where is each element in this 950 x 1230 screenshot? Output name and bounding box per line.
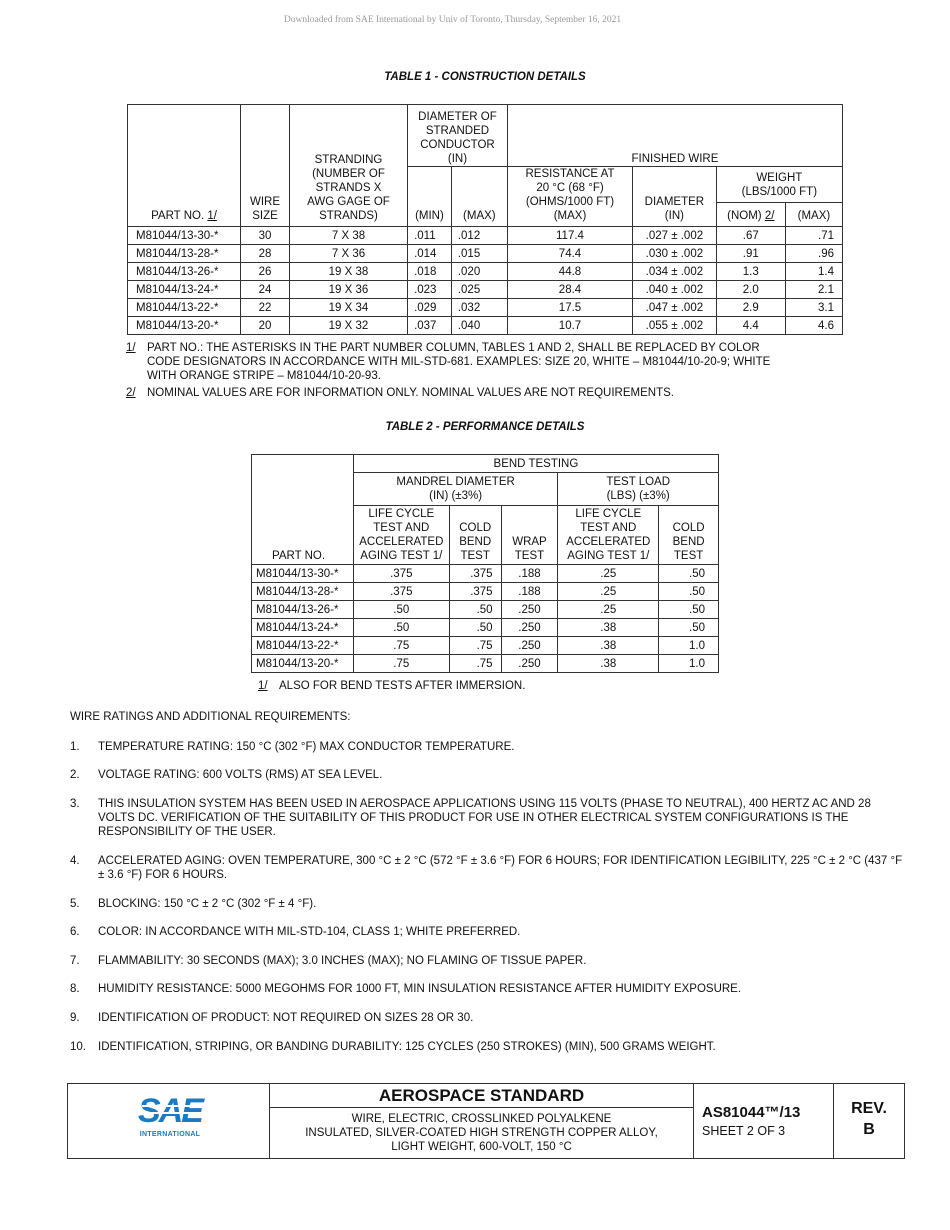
table-cell: 1.0	[659, 637, 719, 655]
table-cell: 4.6	[785, 317, 842, 335]
table-cell: .50	[353, 601, 449, 619]
svg-text:INTERNATIONAL: INTERNATIONAL	[139, 1131, 201, 1138]
table-cell: .027 ± .002	[633, 227, 717, 245]
table-cell: 19 X 32	[289, 317, 407, 335]
requirement-text: THIS INSULATION SYSTEM HAS BEEN USED IN AEROSPACE APPLICATIONS USING 115 VOLTS (PHASE TO NEUTRAL), 400 HERTZ AC AND 28 VOLTS DC. VERIFICATION OF THE SUITABILITY OF THIS PRODUCT FOR USE IN OTHER ELECTRICAL SYSTEM CONFIGURATIONS IS THE RESPONSIBILITY OF THE USER.	[98, 798, 871, 838]
table-row	[128, 245, 843, 263]
table-cell: 22	[241, 299, 290, 317]
sae-logo-icon	[136, 1094, 206, 1140]
table-cell: .96	[785, 245, 842, 263]
table-cell: .011	[408, 227, 452, 245]
table-row	[128, 227, 843, 245]
table-cell: 28	[241, 245, 290, 263]
table-row	[252, 565, 719, 583]
table-cell: .50	[659, 619, 719, 637]
table-cell: .055 ± .002	[633, 317, 717, 335]
document-cell	[694, 1084, 834, 1158]
requirement-number: 7.	[70, 955, 80, 967]
document-number: AS81044™/13	[702, 1104, 801, 1121]
table-cell: M81044/13-24-*	[252, 619, 354, 637]
table-cell: .018	[408, 263, 452, 281]
table-cell: 19 X 34	[289, 299, 407, 317]
table-cell: 24	[241, 281, 290, 299]
th-weight-max: (MAX)	[785, 203, 842, 227]
logo-cell	[68, 1084, 270, 1158]
table-cell: .75	[353, 655, 449, 673]
table-cell: .50	[659, 565, 719, 583]
th2-wrap: WRAP TEST	[501, 506, 558, 565]
table-cell: .012	[451, 227, 507, 245]
table-cell: 20	[241, 317, 290, 335]
table-cell: 4.4	[716, 317, 785, 335]
requirement-number: 2.	[70, 769, 80, 781]
sheet-number: SHEET 2 OF 3	[702, 1124, 786, 1138]
th-weight: WEIGHT (LBS/1000 FT)	[716, 167, 842, 203]
th2-bend-testing: BEND TESTING	[353, 455, 718, 473]
title-block	[67, 1083, 905, 1159]
table-cell: .040 ± .002	[633, 281, 717, 299]
table-cell: .014	[408, 245, 452, 263]
revision-label: REV.	[851, 1100, 887, 1117]
table-cell: M81044/13-20-*	[252, 655, 354, 673]
table-cell: 19 X 36	[289, 281, 407, 299]
table-cell: .50	[353, 619, 449, 637]
table-row	[128, 281, 843, 299]
table-cell: .032	[451, 299, 507, 317]
table-cell: M81044/13-20-*	[128, 317, 241, 335]
construction-table	[127, 104, 843, 335]
table-cell: M81044/13-30-*	[128, 227, 241, 245]
requirement-text: BLOCKING: 150 °C ± 2 °C (302 °F ± 4 °F).	[98, 898, 317, 910]
requirement-text: IDENTIFICATION, STRIPING, OR BANDING DURABILITY: 125 CYCLES (250 STROKES) (MIN), 500 GRAMS WEIGHT.	[98, 1041, 716, 1053]
th2-mandrel: MANDREL DIAMETER (IN) (±3%)	[353, 473, 558, 506]
requirement-text: TEMPERATURE RATING: 150 °C (302 °F) MAX CONDUCTOR TEMPERATURE.	[98, 741, 515, 753]
requirement-number: 4.	[70, 855, 80, 867]
table-row	[128, 299, 843, 317]
table-cell: .75	[449, 637, 501, 655]
table-cell: .38	[558, 619, 659, 637]
table-row	[128, 317, 843, 335]
table-cell: .71	[785, 227, 842, 245]
table-cell: .250	[501, 637, 558, 655]
th2-life-cycle-load: LIFE CYCLE TEST AND ACCELERATED AGING TEST 1/	[558, 506, 659, 565]
standard-title: AEROSPACE STANDARD	[270, 1084, 693, 1108]
requirement-text: ACCELERATED AGING: OVEN TEMPERATURE, 300 °C ± 2 °C (572 °F ± 3.6 °F) FOR 6 HOURS; FOR IDENTIFICATION LEGIBILITY, 225 °C ± 2 °C (437 °F ± 3.6 °F) FOR 6 HOURS.	[98, 855, 903, 881]
requirement-number: 9.	[70, 1012, 80, 1024]
table-cell: .75	[449, 655, 501, 673]
table-cell: .037	[408, 317, 452, 335]
title-cell	[270, 1084, 694, 1158]
table-cell: .50	[659, 601, 719, 619]
table-cell: .67	[716, 227, 785, 245]
table-cell: M81044/13-26-*	[128, 263, 241, 281]
table-row	[128, 263, 843, 281]
table-cell: .375	[353, 565, 449, 583]
table-cell: M81044/13-22-*	[252, 637, 354, 655]
requirement-text: VOLTAGE RATING: 600 VOLTS (RMS) AT SEA LEVEL.	[98, 769, 383, 781]
table-cell: .188	[501, 583, 558, 601]
requirement-text: FLAMMABILITY: 30 SECONDS (MAX); 3.0 INCHES (MAX); NO FLAMING OF TISSUE PAPER.	[98, 955, 587, 967]
th-resistance: RESISTANCE AT 20 °C (68 °F) (OHMS/1000 FT) (MAX)	[507, 167, 632, 227]
th2-part-no: PART NO.	[252, 455, 354, 565]
table-cell: 1.4	[785, 263, 842, 281]
table1-body	[128, 227, 843, 335]
th-part-no: PART NO. 1/	[128, 105, 241, 227]
requirement-number: 8.	[70, 983, 80, 995]
table1-note-2: 2/ NOMINAL VALUES ARE FOR INFORMATION ONLY. NOMINAL VALUES ARE NOT REQUIREMENTS.	[126, 387, 674, 399]
table-cell: .188	[501, 565, 558, 583]
table-cell: 26	[241, 263, 290, 281]
revision-value: B	[863, 1121, 875, 1138]
table-cell: 117.4	[507, 227, 632, 245]
requirement-number: 6.	[70, 926, 80, 938]
table-cell: 2.9	[716, 299, 785, 317]
th-min: (MIN)	[408, 167, 452, 227]
table-cell: 2.0	[716, 281, 785, 299]
th2-cold-bend-load: COLD BEND TEST	[659, 506, 719, 565]
table-cell: .50	[449, 601, 501, 619]
th-wire-size: WIRE SIZE	[241, 105, 290, 227]
table-cell: M81044/13-22-*	[128, 299, 241, 317]
th-nom: (NOM) 2/	[716, 203, 785, 227]
th2-test-load: TEST LOAD (LBS) (±3%)	[558, 473, 719, 506]
table-cell: .023	[408, 281, 452, 299]
table-cell: .50	[659, 583, 719, 601]
th-max: (MAX)	[451, 167, 507, 227]
table1-title: TABLE 1 - CONSTRUCTION DETAILS	[384, 71, 586, 83]
table-cell: 17.5	[507, 299, 632, 317]
th-finished-wire: FINISHED WIRE	[507, 105, 842, 167]
table-cell: 2.1	[785, 281, 842, 299]
table-cell: 7 X 36	[289, 245, 407, 263]
svg-text:SAE: SAE	[138, 1094, 202, 1130]
requirement-text: HUMIDITY RESISTANCE: 5000 MEGOHMS FOR 1000 FT, MIN INSULATION RESISTANCE AFTER HUMIDITY EXPOSURE.	[98, 983, 742, 995]
table-cell: .040	[451, 317, 507, 335]
table-row	[252, 583, 719, 601]
table2-note: 1/ ALSO FOR BEND TESTS AFTER IMMERSION.	[258, 680, 526, 692]
th2-cold-bend: COLD BEND TEST	[449, 506, 501, 565]
table-cell: .25	[558, 565, 659, 583]
table-cell: .047 ± .002	[633, 299, 717, 317]
table-cell: 1.3	[716, 263, 785, 281]
table-cell: 10.7	[507, 317, 632, 335]
table-cell: 44.8	[507, 263, 632, 281]
requirement-text: COLOR: IN ACCORDANCE WITH MIL-STD-104, CLASS 1; WHITE PREFERRED.	[98, 926, 521, 938]
table-cell: 3.1	[785, 299, 842, 317]
table-cell: .025	[451, 281, 507, 299]
download-notice: Downloaded from SAE International by Univ of Toronto, Thursday, September 16, 2021	[283, 15, 622, 25]
table-row	[252, 637, 719, 655]
table-cell: .020	[451, 263, 507, 281]
table-cell: 30	[241, 227, 290, 245]
table-cell: 74.4	[507, 245, 632, 263]
table-cell: M81044/13-26-*	[252, 601, 354, 619]
table-cell: .25	[558, 601, 659, 619]
table-cell: .034 ± .002	[633, 263, 717, 281]
table-cell: .375	[449, 565, 501, 583]
table2-body	[252, 565, 719, 673]
th-stranding: STRANDING (NUMBER OF STRANDS X AWG GAGE OF STRANDS)	[289, 105, 407, 227]
table2-title: TABLE 2 - PERFORMANCE DETAILS	[385, 421, 585, 433]
table-cell: .375	[449, 583, 501, 601]
table-row	[252, 619, 719, 637]
table-cell: 7 X 38	[289, 227, 407, 245]
requirement-number: 10.	[70, 1041, 86, 1053]
table-cell: .250	[501, 619, 558, 637]
table-cell: 1.0	[659, 655, 719, 673]
revision-cell	[834, 1084, 904, 1158]
table-cell: 28.4	[507, 281, 632, 299]
requirement-text: IDENTIFICATION OF PRODUCT: NOT REQUIRED ON SIZES 28 OR 30.	[98, 1012, 474, 1024]
table-row	[252, 655, 719, 673]
table-cell: M81044/13-28-*	[252, 583, 354, 601]
table-cell: .250	[501, 601, 558, 619]
th-diameter-group: DIAMETER OF STRANDED CONDUCTOR (IN)	[408, 105, 508, 167]
standard-description: WIRE, ELECTRIC, CROSSLINKED POLYALKENE INSULATED, SILVER-COATED HIGH STRENGTH COPPER ALLOY, LIGHT WEIGHT, 600-VOLT, 150 °C	[305, 1113, 658, 1153]
table-cell: M81044/13-24-*	[128, 281, 241, 299]
table-cell: .030 ± .002	[633, 245, 717, 263]
table-cell: .029	[408, 299, 452, 317]
table-cell: 19 X 38	[289, 263, 407, 281]
table-cell: .50	[449, 619, 501, 637]
table-cell: .91	[716, 245, 785, 263]
table-cell: .25	[558, 583, 659, 601]
requirement-number: 5.	[70, 898, 80, 910]
sae-logo	[136, 1094, 206, 1145]
table-cell: .375	[353, 583, 449, 601]
table-cell: .015	[451, 245, 507, 263]
requirement-number: 3.	[70, 798, 80, 810]
table-cell: .38	[558, 655, 659, 673]
th2-life-cycle: LIFE CYCLE TEST AND ACCELERATED AGING TEST 1/	[353, 506, 449, 565]
th-diameter: DIAMETER (IN)	[633, 167, 717, 227]
table-cell: M81044/13-30-*	[252, 565, 354, 583]
table-cell: M81044/13-28-*	[128, 245, 241, 263]
table-cell: .38	[558, 637, 659, 655]
table1-note-1: 1/ PART NO.: THE ASTERISKS IN THE PART NUMBER COLUMN, TABLES 1 AND 2, SHALL BE REPLACED BY COLOR CODE DESIGNATORS IN ACCORDANCE WITH MIL-STD-681. EXAMPLES: SIZE 20, WHITE – M81044/10-20-9; WHITE WITH ORANGE STRIPE – M81044/10-20-93.	[126, 342, 771, 382]
table-cell: .250	[501, 655, 558, 673]
requirement-number: 1.	[70, 741, 80, 753]
table-cell: .75	[353, 637, 449, 655]
requirements-heading: WIRE RATINGS AND ADDITIONAL REQUIREMENTS:	[70, 711, 351, 723]
table-row	[252, 601, 719, 619]
performance-table	[251, 454, 719, 673]
